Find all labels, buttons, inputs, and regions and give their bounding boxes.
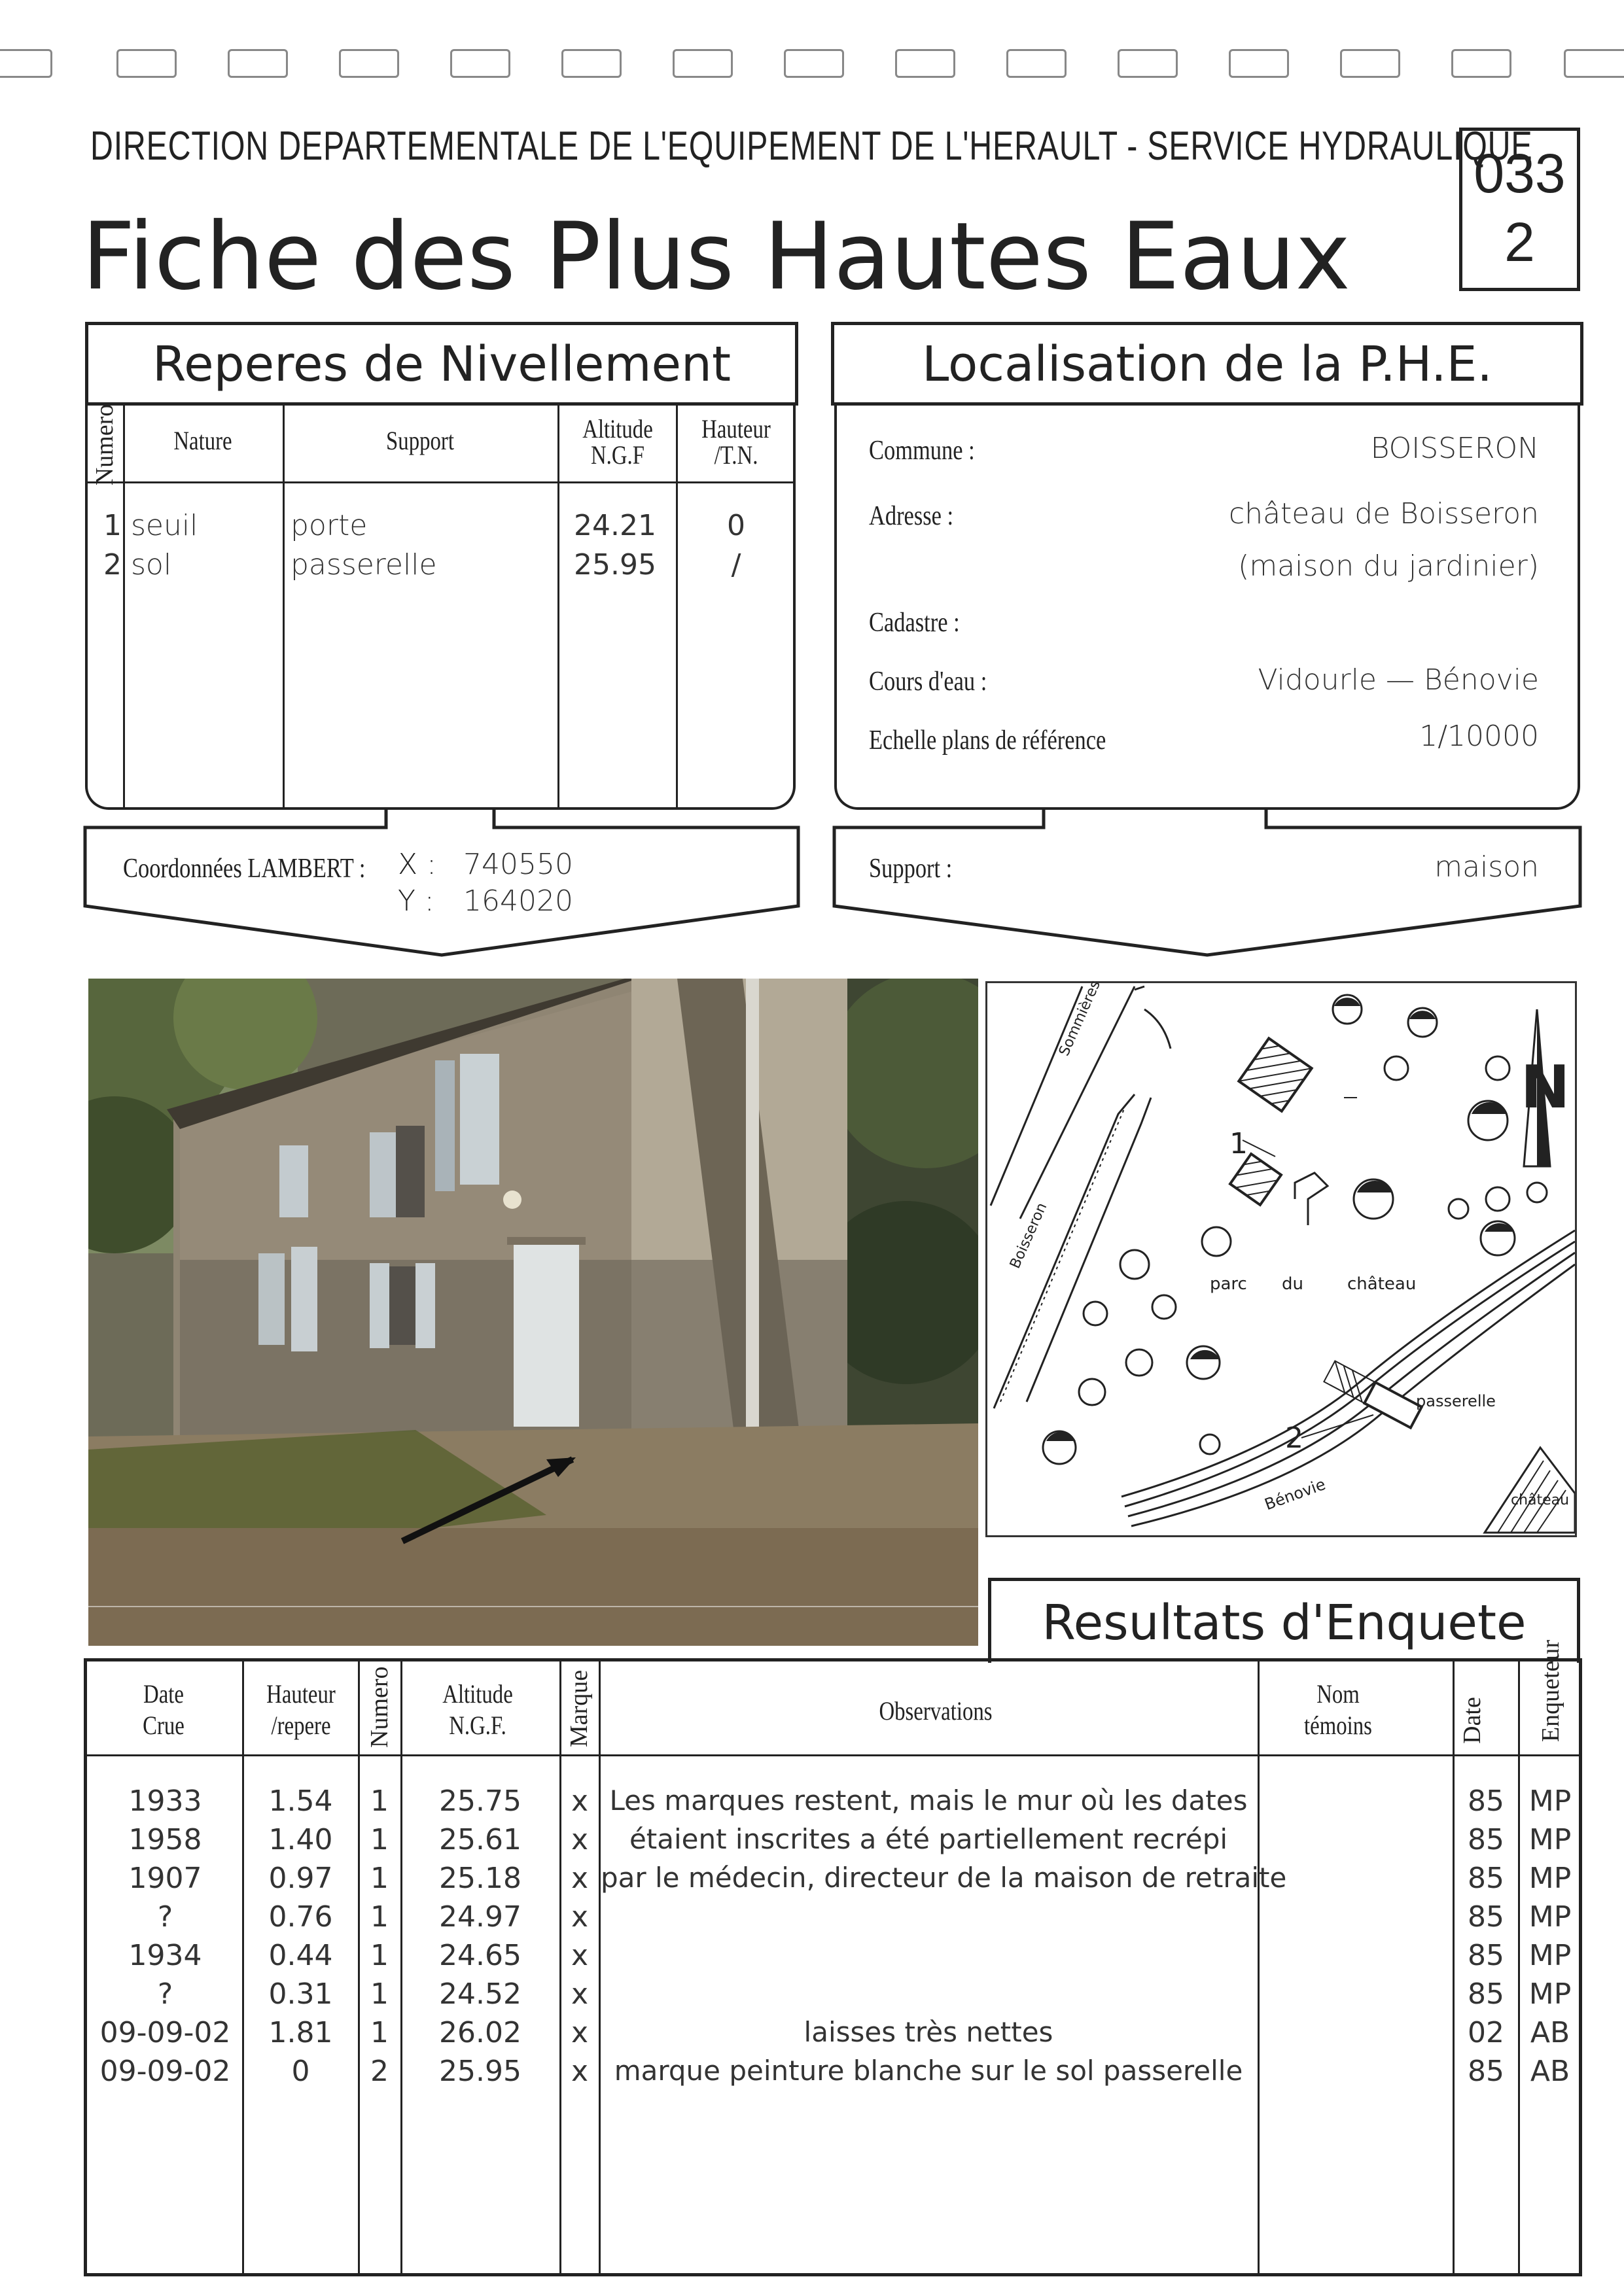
support-label: Support : xyxy=(869,854,953,884)
row-enqueteur: MP xyxy=(1528,1900,1572,1934)
repere-hauteur: 0 xyxy=(727,509,745,542)
repere-nature: seuil xyxy=(131,509,198,542)
row-enqueteur: MP xyxy=(1528,1862,1572,1895)
row-observation: laisses très nettes xyxy=(803,2016,1053,2048)
repere-support: passerelle xyxy=(291,548,437,582)
col-header-nature: Nature xyxy=(173,426,232,455)
coordinates-label: Coordonnées LAMBERT : xyxy=(123,854,366,884)
cours-eau-value: Vidourle — Bénovie xyxy=(1258,663,1539,697)
site-photo xyxy=(88,979,978,1646)
binder-hole xyxy=(339,49,399,78)
repere-nature: sol xyxy=(131,548,172,582)
row-altitude: 25.18 xyxy=(439,1862,521,1895)
row-altitude: 25.61 xyxy=(439,1823,521,1856)
binder-hole xyxy=(228,49,288,78)
col-header-date-crue: Date Crue xyxy=(143,1679,185,1740)
house-photo-illustration xyxy=(88,979,978,1646)
sheet-code-number: 2 xyxy=(1504,211,1535,273)
repere-altitude: 24.21 xyxy=(574,509,656,542)
row-hauteur: 1.54 xyxy=(268,1784,333,1818)
north-arrow-icon: N xyxy=(1521,1053,1570,1122)
row-date: 85 xyxy=(1468,1900,1504,1934)
location-map xyxy=(985,978,1577,1537)
row-hauteur: 0.76 xyxy=(268,1900,333,1934)
map-road-sommieres: Sommières xyxy=(1056,978,1104,1059)
col-divider xyxy=(599,1658,601,2276)
map-label-chateau-corner: château xyxy=(1511,1492,1570,1508)
row-date-crue: 1933 xyxy=(128,1784,202,1818)
reperes-header-divider xyxy=(85,481,796,483)
col-header-support: Support xyxy=(386,426,454,455)
repere-altitude: 25.95 xyxy=(574,548,656,582)
row-enqueteur: MP xyxy=(1528,1939,1572,1972)
row-date-crue: 1958 xyxy=(128,1823,202,1856)
row-date: 85 xyxy=(1468,1862,1504,1895)
row-date-crue: 1934 xyxy=(128,1939,202,1972)
commune-value: BOISSERON xyxy=(1370,432,1539,465)
map-label-chateau: château xyxy=(1347,1274,1417,1294)
row-marque: x xyxy=(571,1900,589,1934)
echelle-value: 1/10000 xyxy=(1419,720,1539,753)
row-date: 85 xyxy=(1468,1939,1504,1972)
col-header-hauteur: Hauteur /T.N. xyxy=(701,414,771,470)
row-altitude: 25.95 xyxy=(439,2055,521,2088)
row-numero: 1 xyxy=(370,1862,389,1895)
binder-hole xyxy=(895,49,955,78)
row-enqueteur: MP xyxy=(1528,1784,1572,1818)
row-numero: 1 xyxy=(370,1784,389,1818)
binder-hole xyxy=(1118,49,1178,78)
binder-hole xyxy=(1340,49,1400,78)
binder-hole xyxy=(1451,49,1511,78)
row-altitude: 24.97 xyxy=(439,1900,521,1934)
map-marker-2: 2 xyxy=(1285,1421,1303,1455)
cadastre-label: Cadastre : xyxy=(869,608,960,638)
col-header-hauteur-repere: Hauteur /repere xyxy=(266,1679,336,1740)
reperes-title: Reperes de Nivellement xyxy=(152,336,731,392)
map-label-benovie: Bénovie xyxy=(1262,1474,1328,1514)
department-heading: DIRECTION DEPARTEMENTALE DE L'EQUIPEMENT DE L'HERAULT - SERVICE HYDRAULIQUE xyxy=(90,124,1533,169)
coordinates-arrow-frame xyxy=(79,808,805,965)
row-date-crue: 09-09-02 xyxy=(99,2016,231,2049)
map-marker-1: 1 xyxy=(1229,1127,1248,1160)
reperes-table xyxy=(85,406,796,810)
coord-x-value: 740550 xyxy=(463,848,573,881)
row-altitude: 25.75 xyxy=(439,1784,521,1818)
row-hauteur: 1.81 xyxy=(268,2016,333,2049)
row-marque: x xyxy=(571,1862,589,1895)
col-divider xyxy=(283,406,285,810)
row-hauteur: 1.40 xyxy=(268,1823,333,1856)
adresse-label: Adresse : xyxy=(869,501,954,531)
row-date: 85 xyxy=(1468,2055,1504,2088)
commune-label: Commune : xyxy=(869,436,975,466)
map-label-parc: parc xyxy=(1210,1274,1247,1294)
col-header-numero: Numero xyxy=(91,404,118,486)
row-numero: 1 xyxy=(370,2016,389,2049)
row-observation: étaient inscrites a été partiellement recrépi xyxy=(629,1823,1228,1855)
row-altitude: 24.65 xyxy=(439,1939,521,1972)
row-hauteur: 0 xyxy=(291,2055,310,2088)
col-header-nom-temoins: Nom témoins xyxy=(1304,1679,1372,1740)
adresse-line1: château de Boisseron xyxy=(1229,497,1539,531)
row-hauteur: 0.97 xyxy=(268,1862,333,1895)
page-title: Fiche des Plus Hautes Eaux xyxy=(82,203,1350,311)
row-observation: marque peinture blanche sur le sol passerelle xyxy=(614,2055,1243,2087)
coord-y-value: 164020 xyxy=(463,884,573,918)
adresse-line2: (maison du jardinier) xyxy=(1238,549,1539,583)
col-header-altitude: Altitude N.G.F. xyxy=(442,1679,513,1740)
localisation-title: Localisation de la P.H.E. xyxy=(922,336,1492,392)
repere-numero: 1 xyxy=(103,509,122,542)
row-date: 02 xyxy=(1468,2016,1504,2049)
echelle-label: Echelle plans de référence xyxy=(869,725,1106,756)
col-header-marque: Marque xyxy=(565,1669,593,1748)
row-marque: x xyxy=(571,1823,589,1856)
row-date-crue: ? xyxy=(157,1900,173,1934)
map-label-passerelle: passerelle xyxy=(1416,1392,1496,1410)
row-marque: x xyxy=(571,1977,589,2011)
resultats-title-box xyxy=(988,1578,1580,1663)
col-header-date: Date xyxy=(1458,1697,1486,1744)
row-date-crue: ? xyxy=(157,1977,173,2011)
binder-hole xyxy=(784,49,844,78)
sheet-code-box xyxy=(1459,128,1580,291)
coord-y-label: Y : xyxy=(398,884,434,918)
row-date: 85 xyxy=(1468,1784,1504,1818)
row-marque: x xyxy=(571,1939,589,1972)
support-value: maison xyxy=(1434,850,1539,884)
localisation-title-box xyxy=(831,322,1583,406)
binder-hole xyxy=(1006,49,1067,78)
sheet-code-commune: 033 xyxy=(1474,143,1566,204)
col-divider xyxy=(557,406,559,810)
row-numero: 1 xyxy=(370,1823,389,1856)
row-numero: 1 xyxy=(370,1977,389,2011)
row-date: 85 xyxy=(1468,1823,1504,1856)
row-observation: Les marques restent, mais le mur où les dates xyxy=(609,1784,1248,1817)
map-label-du: du xyxy=(1282,1274,1303,1294)
map-drawing xyxy=(987,983,1575,1535)
resultats-title: Resultats d'Enquete xyxy=(1042,1595,1527,1651)
row-enqueteur: AB xyxy=(1530,2055,1570,2088)
reperes-title-box xyxy=(85,322,798,406)
row-date-crue: 09-09-02 xyxy=(99,2055,231,2088)
coord-x-label: X : xyxy=(398,848,436,881)
col-divider xyxy=(1258,1658,1260,2276)
col-header-observations: Observations xyxy=(879,1696,993,1726)
row-date-crue: 1907 xyxy=(128,1862,202,1895)
col-divider xyxy=(676,406,678,810)
binder-hole xyxy=(116,49,177,78)
binder-hole xyxy=(673,49,733,78)
map-road-boisseron: Boisseron xyxy=(1007,1200,1051,1272)
col-header-altitude: Altitude N.G.F xyxy=(582,414,653,470)
col-header-numero: Numero xyxy=(366,1666,393,1748)
row-marque: x xyxy=(571,2016,589,2049)
col-header-enqueteur: Enqueteur xyxy=(1537,1639,1564,1743)
row-numero: 2 xyxy=(370,2055,389,2088)
support-arrow-frame xyxy=(828,808,1590,965)
col-divider xyxy=(123,406,125,810)
cours-eau-label: Cours d'eau : xyxy=(869,667,987,697)
repere-numero: 2 xyxy=(103,548,122,582)
binder-hole xyxy=(0,49,52,78)
row-altitude: 24.52 xyxy=(439,1977,521,2011)
row-date: 85 xyxy=(1468,1977,1504,2011)
row-enqueteur: MP xyxy=(1528,1977,1572,2011)
row-marque: x xyxy=(571,2055,589,2088)
row-observation: par le médecin, directeur de la maison de retraite xyxy=(601,1862,1287,1894)
row-numero: 1 xyxy=(370,1900,389,1934)
row-hauteur: 0.31 xyxy=(268,1977,333,2011)
binder-hole xyxy=(450,49,510,78)
row-numero: 1 xyxy=(370,1939,389,1972)
repere-support: porte xyxy=(291,509,368,542)
binder-hole xyxy=(1564,49,1624,78)
row-marque: x xyxy=(571,1784,589,1818)
resultats-header-divider xyxy=(84,1754,1582,1756)
row-enqueteur: MP xyxy=(1528,1823,1572,1856)
repere-hauteur: / xyxy=(731,548,741,582)
row-enqueteur: AB xyxy=(1530,2016,1570,2049)
binder-hole xyxy=(561,49,622,78)
row-hauteur: 0.44 xyxy=(268,1939,333,1972)
row-altitude: 26.02 xyxy=(439,2016,521,2049)
binder-hole xyxy=(1229,49,1289,78)
